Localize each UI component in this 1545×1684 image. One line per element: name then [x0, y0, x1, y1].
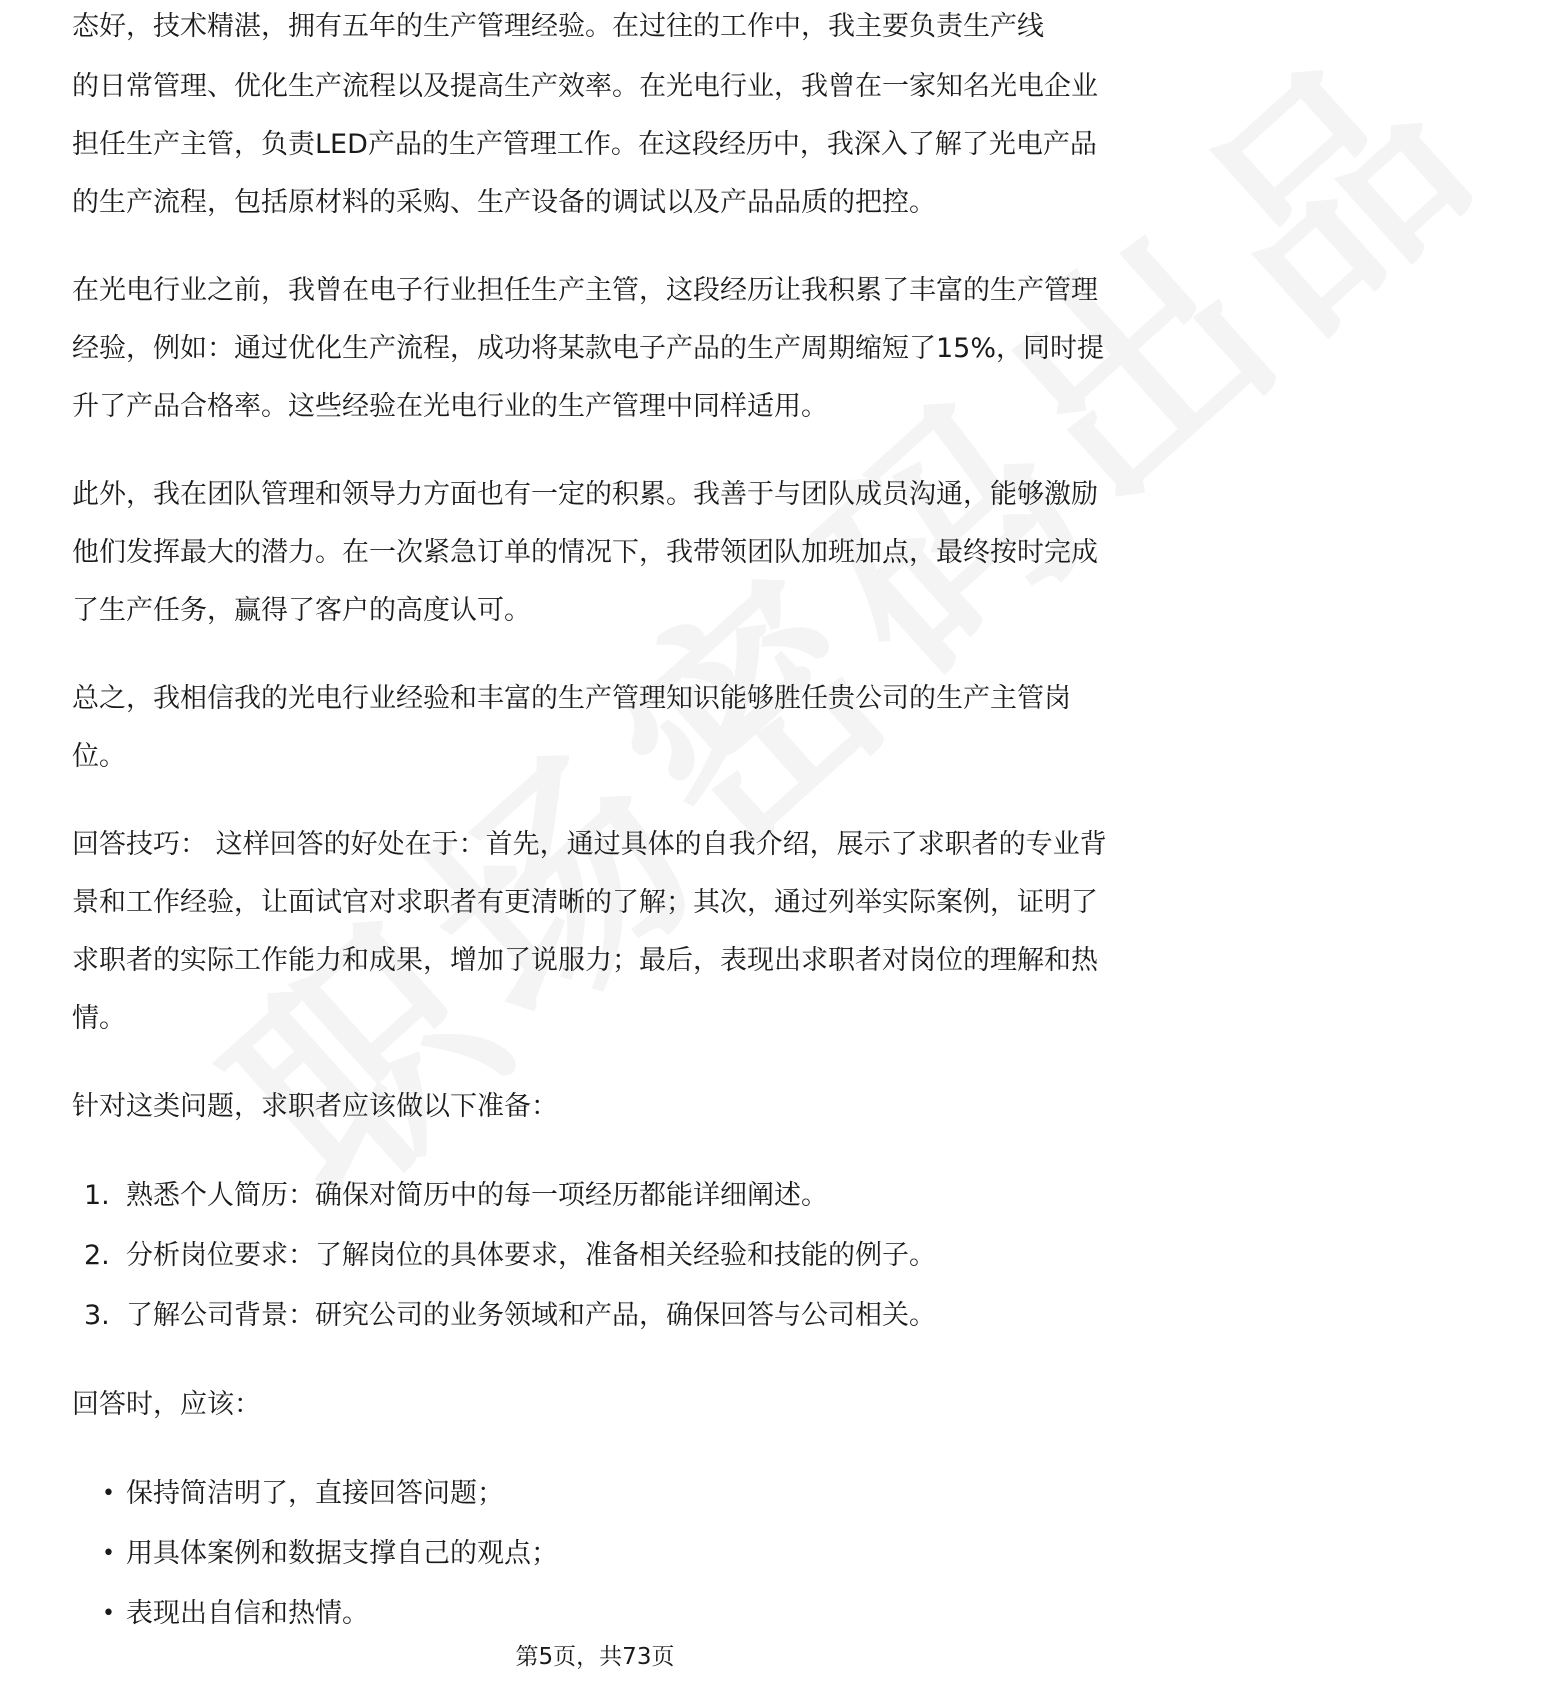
document-body: [72, 11, 1122, 1674]
list-item: [72, 1584, 1122, 1644]
page-number: 第5页，共73页: [515, 1644, 675, 1670]
bullet-icon: •: [102, 1601, 115, 1626]
clipped-top-line: 态好，技术精湛，拥有五年的生产管理经验。在过往的工作中，我主要负责生产线: [72, 11, 1044, 42]
bullet-list: [72, 1464, 1122, 1644]
list-marker: 2.: [84, 1240, 110, 1271]
list-marker: 3.: [84, 1300, 110, 1331]
paragraph-3: 此外，我在团队管理和领导力方面也有一定的积累。我善于与团队成员沟通，能够激励他们发挥最大的潜力。在一次紧急订单的情况下，我带领团队加班加点，最终按时完成了生产任务，赢得了客户的高度认可。: [72, 479, 1098, 626]
list-marker: 1.: [84, 1180, 110, 1211]
list-item: [72, 1464, 1122, 1524]
paragraph-4: 总之，我相信我的光电行业经验和丰富的生产管理知识能够胜任贵公司的生产主管岗位。: [72, 683, 1071, 772]
list-item-text: 分析岗位要求：了解岗位的具体要求，准备相关经验和技能的例子。: [126, 1240, 936, 1271]
bullet-icon: •: [102, 1481, 115, 1506]
numbered-list: [72, 1166, 1122, 1346]
list-item: [72, 1524, 1122, 1584]
list-item-text: 用具体案例和数据支撑自己的观点；: [126, 1538, 558, 1569]
bullet-icon: •: [102, 1541, 115, 1566]
list-item-text: 表现出自信和热情。: [126, 1598, 369, 1629]
paragraph-6: 针对这类问题，求职者应该做以下准备：: [72, 1091, 558, 1122]
list-item: [72, 1226, 1122, 1286]
paragraph-1: 的日常管理、优化生产流程以及提高生产效率。在光电行业，我曾在一家知名光电企业担任生产主管，负责LED产品的生产管理工作。在这段经历中，我深入了解了光电产品的生产流程，包括原材料的采购、生产设备的调试以及产品品质的把控。: [72, 71, 1098, 218]
list-item: [72, 1286, 1122, 1346]
paragraph-2: 在光电行业之前，我曾在电子行业担任生产主管，这段经历让我积累了丰富的生产管理经验，例如：通过优化生产流程，成功将某款电子产品的生产周期缩短了15%，同时提升了产品合格率。这些经验在光电行业的生产管理中同样适用。: [72, 275, 1105, 422]
paragraph-5: 回答技巧： 这样回答的好处在于：首先，通过具体的自我介绍，展示了求职者的专业背景和工作经验，让面试官对求职者有更清晰的了解；其次，通过列举实际案例，证明了求职者的实际工作能力和成果，增加了说服力；最后，表现出求职者对岗位的理解和热情。: [72, 829, 1107, 1034]
list-item-text: 了解公司背景：研究公司的业务领域和产品，确保回答与公司相关。: [126, 1300, 936, 1331]
answer-intro: 回答时，应该：: [72, 1389, 261, 1420]
list-item-text: 保持简洁明了，直接回答问题；: [126, 1478, 504, 1509]
list-item: [72, 1166, 1122, 1226]
list-item-text: 熟悉个人简历：确保对简历中的每一项经历都能详细阐述。: [126, 1180, 828, 1211]
